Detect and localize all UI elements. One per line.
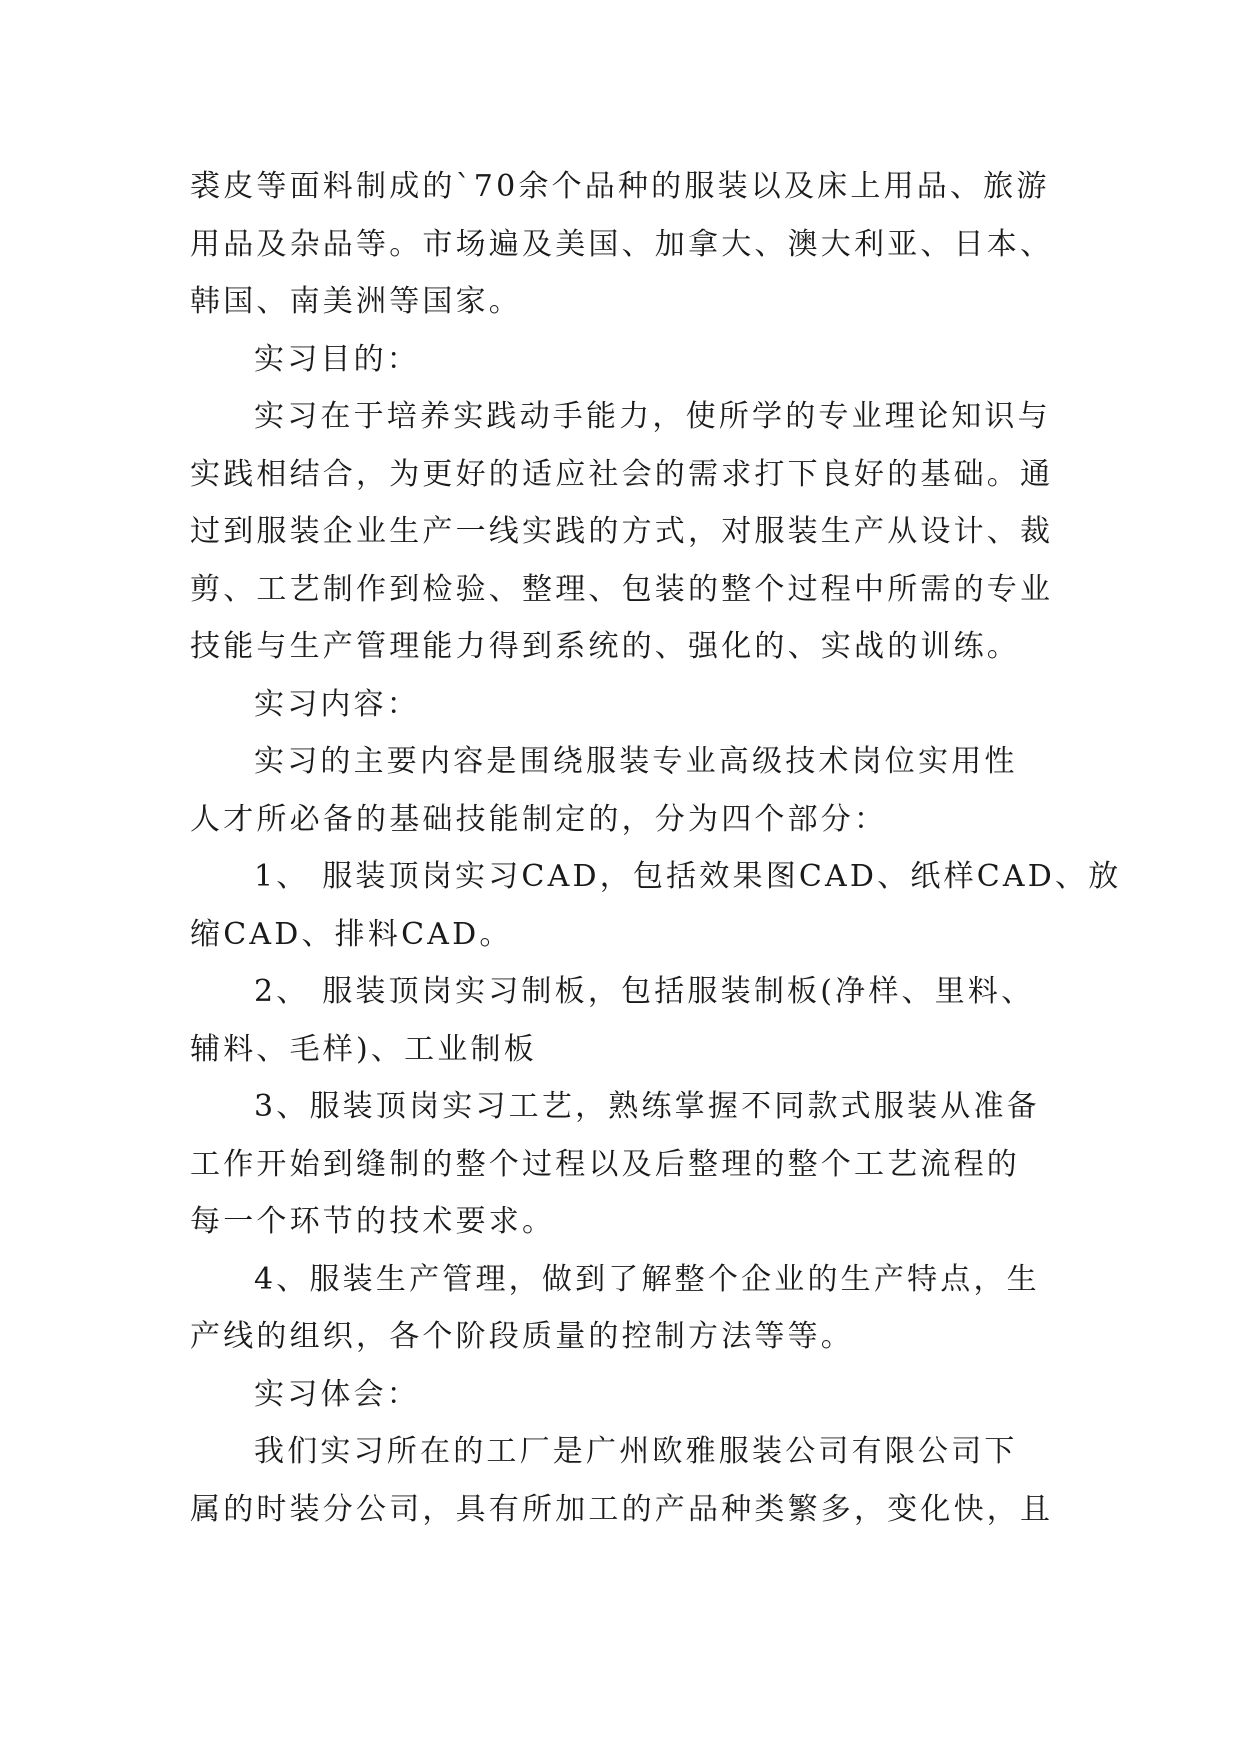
section-heading-experience: 实习体会： <box>254 1376 420 1412</box>
text-line-6: 实践相结合，为更好的适应社会的需求打下良好的基础。通 <box>190 456 1054 492</box>
list-item-2: 2、 服装顶岗实习制板，包括服装制板(净样、里料、 <box>254 974 1035 1009</box>
text-line-24: 属的时装分公司，具有所加工的产品种类繁多，变化快，且 <box>190 1491 1054 1527</box>
text-line-2: 用品及杂品等。市场遍及美国、加拿大、澳大利亚、日本、 <box>190 226 1054 262</box>
text-line-23: 我们实习所在的工厂是广州欧雅服装公司有限公司下 <box>254 1434 1018 1469</box>
text-line-8: 剪、工艺制作到检验、整理、包装的整个过程中所需的专业 <box>190 571 1054 607</box>
text-line-3: 韩国、南美洲等国家。 <box>190 284 522 319</box>
text-line-19: 每一个环节的技术要求。 <box>190 1204 556 1239</box>
text-line-21: 产线的组织，各个阶段质量的控制方法等等。 <box>190 1319 854 1354</box>
document-body <box>190 158 1122 1538</box>
text-line-12: 人才所必备的基础技能制定的，分为四个部分： <box>190 801 888 837</box>
text-line-16: 辅料、毛样)、工业制板 <box>190 1031 537 1067</box>
text-line-5: 实习在于培养实践动手能力，使所学的专业理论知识与 <box>254 399 1051 434</box>
section-heading-content: 实习内容： <box>254 686 420 722</box>
list-item-3: 3、服装顶岗实习工艺，熟练掌握不同款式服装从准备 <box>254 1089 1040 1124</box>
text-line-18: 工作开始到缝制的整个过程以及后整理的整个工艺流程的 <box>190 1146 1020 1182</box>
list-item-1: 1、 服装顶岗实习CAD，包括效果图CAD、纸样CAD、放 <box>254 859 1122 894</box>
text-line-9: 技能与生产管理能力得到系统的、强化的、实战的训练。 <box>190 629 1020 664</box>
text-line-14: 缩CAD、排料CAD。 <box>190 916 513 952</box>
text-line-11: 实习的主要内容是围绕服装专业高级技术岗位实用性 <box>254 744 1018 779</box>
list-item-4: 4、服装生产管理，做到了解整个企业的生产特点，生 <box>254 1261 1040 1297</box>
section-heading-purpose: 实习目的： <box>254 341 420 377</box>
text-line-7: 过到服装企业生产一线实践的方式，对服装生产从设计、裁 <box>190 514 1054 549</box>
text-line-1: 裘皮等面料制成的`70余个品种的服装以及床上用品、旅游 <box>190 169 1050 204</box>
